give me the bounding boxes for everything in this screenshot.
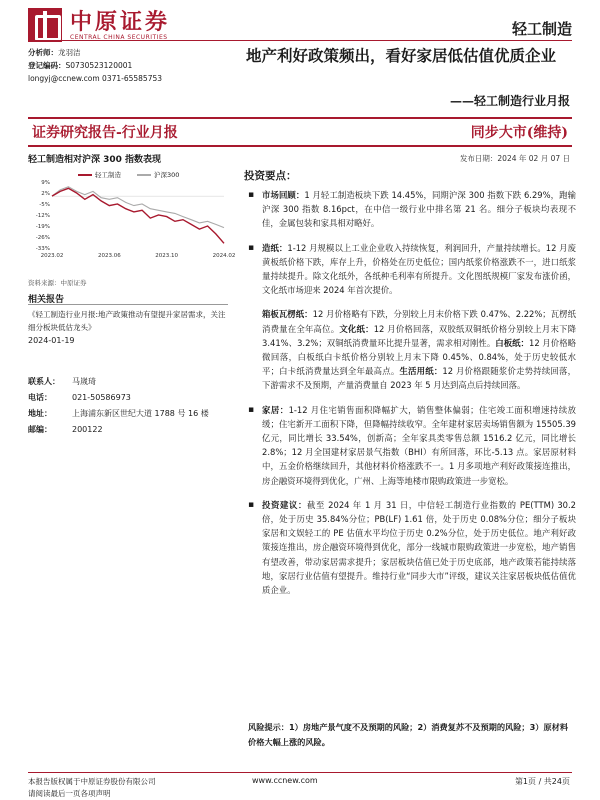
footer-url[interactable]: www.ccnew.com <box>252 776 318 785</box>
point-lead: 家居： <box>262 404 289 415</box>
related-report-date: 2024-01-19 <box>28 336 75 345</box>
invest-heading: 投资要点： <box>244 170 297 182</box>
point-advice <box>248 498 576 597</box>
series-line-index <box>52 187 224 228</box>
report-type: 证券研究报告-行业月报 <box>32 125 178 141</box>
point-lead: 生活用纸： <box>399 366 443 377</box>
y-tick-label: 2% <box>41 191 50 197</box>
contact-person: 马嵗琦 <box>72 377 96 386</box>
publish-date: 发布日期：2024 年 02 月 07 日 <box>459 154 570 163</box>
analyst-reg: S0730523120001 <box>65 61 133 70</box>
y-tick-label: -12% <box>35 213 50 219</box>
invest-points <box>248 188 576 607</box>
report-type-band <box>28 117 572 147</box>
logo-cn-text: 中原证券 <box>70 8 171 35</box>
company-logo <box>28 8 170 42</box>
analyst-contact: longyj@ccnew.com 0371-65585753 <box>28 74 163 83</box>
point-text: 12 月价格回落，双胶纸双铜纸价格分别较上月末下降 3.41%、3.2%；双铜纸消费量环比提升显著，需求相对刚性。 <box>262 323 577 348</box>
point-lead: 造纸： <box>262 242 288 253</box>
point-text: 12 月价格略有下跌，分别较上月末价格下跌 0.47%、2.22%；瓦楞纸消费量在全年高位。 <box>262 309 576 334</box>
point-text: 12 月价格略微回落，白板纸白卡纸价格分别较上月末下降 0.45%、0.84%，处于历史较低水平；白卡纸消费量达到全年最高点。 <box>262 337 577 377</box>
contact-phone-label: 电话： <box>28 393 52 402</box>
risk-warning: 风险提示：1）房地产景气度不及预期的风险；2）消费复苏不及预期的风险；3）原材料价格大幅上涨的风险。 <box>248 722 569 747</box>
chart-title: 轻工制造相对沪深 300 指数表现 <box>28 155 162 165</box>
series-line-industry <box>52 188 224 243</box>
y-tick-label: 9% <box>41 180 50 186</box>
y-tick-label: -5% <box>39 202 50 208</box>
y-tick-label: -33% <box>35 246 50 252</box>
contact-block <box>28 374 242 438</box>
footer-divider <box>28 772 572 773</box>
disclaimer-note: 请阅读最后一页各项声明 <box>28 789 111 798</box>
point-text: 截至 2024 年 1 月 31 日，中信轻工制造行业指数的 PE(TTM) 30.2 倍，处于历史 35.84%分位；PB(LF) 1.61 倍，处于历史 0.08%分位；细分子板块家居和文娱轻工的 PE 估值水平均位于历史 0.2%分位，处于历史低位。地产利好政策接连推出，房企融资环境得到优化，部分一线城市限购政策进一步宽松，地产销售有望改善，带动家居需求提升；家居板块估值已处于历史底部，地产政策若能持续落地，家居行业估值有望提升。维持行业“同步大市”评级，建议关注家居板块低估值优质企业。 <box>262 499 577 596</box>
rating: 同步大市(维持) <box>470 125 568 141</box>
performance-chart <box>28 164 236 274</box>
logo-mark-icon <box>28 8 62 42</box>
y-tick-label: -19% <box>35 224 50 230</box>
analyst-name: 龙羽洁 <box>58 48 81 57</box>
logo-en-text: CENTRAL CHINA SECURITIES <box>70 33 168 41</box>
report-headline: 地产利好政策频出，看好家居低估值优质企业 <box>246 46 557 65</box>
contact-addr: 上海浦东新区世纪大道 1788 号 16 楼 <box>72 409 209 418</box>
report-subtitle: ——轻工制造行业月报 <box>449 94 570 108</box>
point-lead: 白板纸： <box>495 337 529 348</box>
point-home <box>248 403 576 488</box>
x-tick-label: 2023.10 <box>155 253 179 259</box>
legend-index-label: 沪深300 <box>154 171 180 179</box>
point-text: 1-12 月住宅销售面积降幅扩大，销售整体偏弱；住宅竣工面积增速持续放缓；住宅新开工面积下降，但降幅持续收窄。全年建材家居卖场销售额为 15505.39 亿元，同比增长 33.54%，创新高；全年家具类零售总额 1516.2 亿元，同比增长 2.8%；12 月全国建材家居景气指数（BHI）有所回落，环比-5.13 点。家居原材料中，五金价格继续回升，其他材料价格涨跌不一。1 月多项地产利好政策接连推出，房企融资环境得到优化，广州、上海等地楼市限购政策进一步宽松。 <box>262 404 576 486</box>
point-lead: 箱板瓦楞纸： <box>262 309 313 320</box>
point-lead: 文化纸： <box>339 323 374 334</box>
legend-industry-swatch <box>78 174 92 176</box>
contact-phone: 021-50586973 <box>72 393 131 402</box>
x-tick-label: 2024.02 <box>212 253 236 259</box>
contact-addr-label: 地址： <box>28 409 52 418</box>
related-heading: 相关报告 <box>28 295 65 305</box>
chart-source: 资料来源：中原证券 <box>28 279 87 287</box>
legend-industry-label: 轻工制造 <box>95 171 121 179</box>
contact-zip-label: 邮编： <box>28 425 52 434</box>
legend-index-swatch <box>137 174 151 176</box>
analyst-info <box>28 46 162 85</box>
copyright-text: 本报告版权属于中原证券股份有限公司 <box>28 777 156 786</box>
point-text: 1 月轻工制造板块下跌 14.45%，同期沪深 300 指数下跌 6.29%，跑输沪深 300 指数 8.16pct，在中信一级行业中排名第 21 名。细分子板块均表现不佳，金属包装和家具相对略好。 <box>262 190 576 229</box>
x-tick-label: 2023.06 <box>97 253 121 259</box>
legend-index <box>137 170 179 179</box>
point-paper-detail <box>248 307 576 392</box>
point-text: 1-12 月规模以上工业企业收入持续恢复，利润回升，产量持续增长。12 月废黄板纸价格下跌，库存上升，价格处在历史低位；国内纸浆价格涨跌不一，进口纸浆量持续提升。除文化纸外，各纸种毛利率有所提升。文化图纸规模厂家发布涨价函，文化纸市场迎来 2024 年首次提价。 <box>262 242 576 296</box>
related-divider <box>28 304 228 305</box>
legend-industry <box>78 170 121 179</box>
contact-zip: 200122 <box>72 425 103 434</box>
footer-left <box>28 776 156 800</box>
related-report-link[interactable]: 《轻工制造行业月报:地产政策推动有望提升家居需求，关注细分板块低估龙头》 <box>28 310 226 332</box>
point-text: 12 月价格跟随浆价走势持续回落，下游需求不及预期，产量消费量自 2023 年 5 月达到高点后持续回落。 <box>262 366 576 391</box>
point-market-review <box>248 188 576 231</box>
point-lead: 市场回顾： <box>262 190 305 200</box>
chart-legend <box>78 170 179 179</box>
point-lead: 投资建议： <box>262 499 307 510</box>
top-divider <box>28 40 572 41</box>
analyst-name-label: 分析师： <box>28 48 58 57</box>
analyst-reg-label: 登记编码： <box>28 61 66 70</box>
x-tick-label: 2023.02 <box>40 253 64 259</box>
point-paper <box>248 241 576 298</box>
contact-person-label: 联系人： <box>28 377 60 386</box>
page-number: 第1页 / 共24页 <box>514 777 570 786</box>
industry-tag: 轻工制造 <box>511 20 572 38</box>
y-tick-label: -26% <box>35 235 50 241</box>
